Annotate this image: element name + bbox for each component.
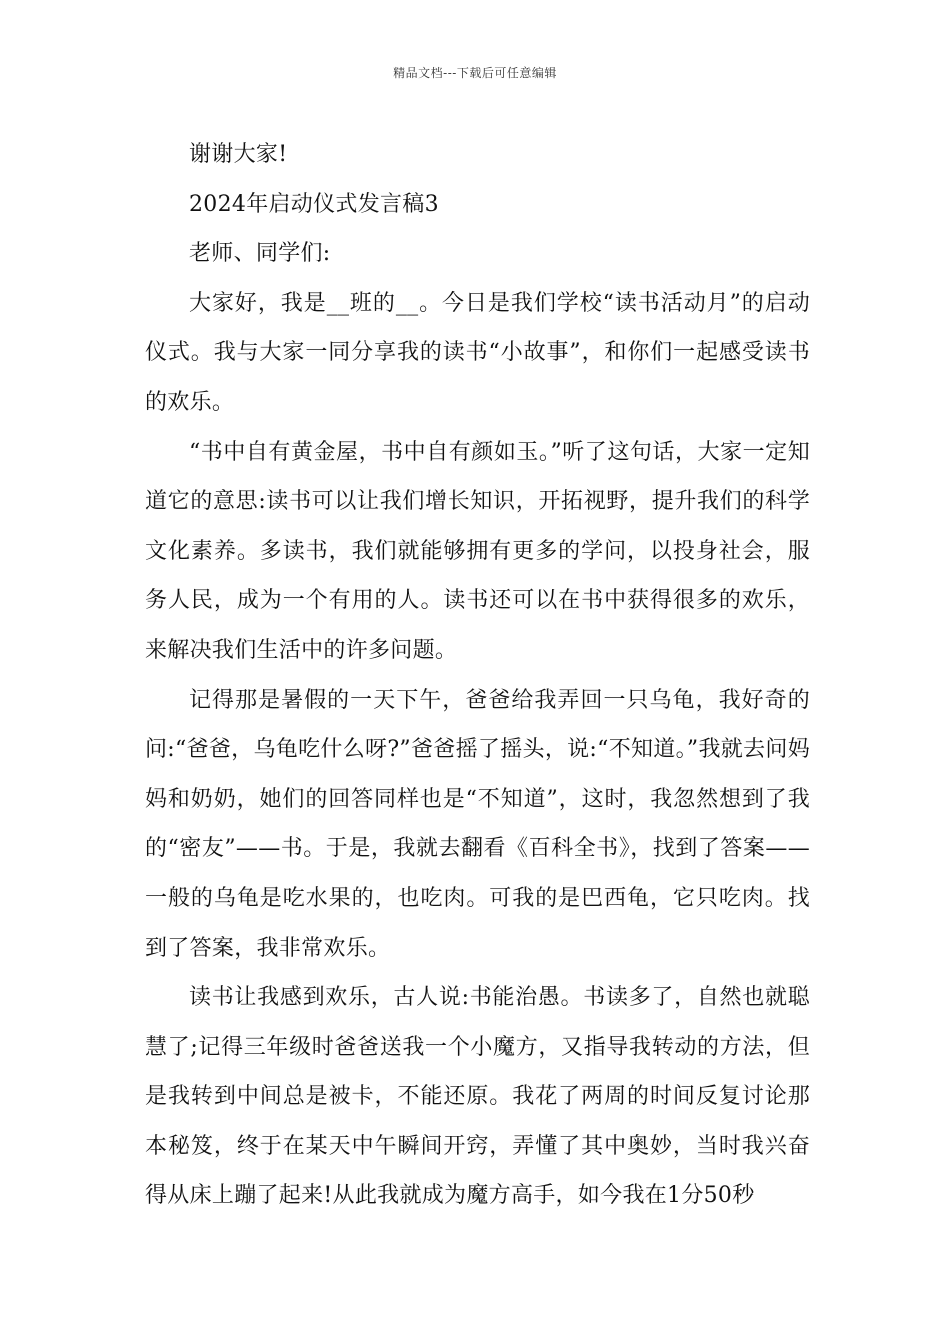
speech-title: 2024年启动仪式发言稿3	[189, 191, 439, 217]
paragraph-turtle-story: 记得那是暑假的一天下午，爸爸给我弄回一只乌龟，我好奇的问:“爸爸，乌龟吃什么呀?”爸爸摇了摇头，说:“不知道。”我就去问妈妈和奶奶，她们的回答同样也是“不知道”，这时，我忽然想到了我的“密友”——书。于是，我就去翻看《百科全书》，找到了答案——一般的乌龟是吃水果的，也吃肉。可我的是巴西龟，它只吃肉。找到了答案，我非常欢乐。	[145, 687, 810, 961]
page-header: 精品文档---下载后可任意编辑	[393, 66, 557, 80]
paragraph-rubiks-cube: 读书让我感到欢乐，古人说:书能治愚。书读多了，自然也就聪慧了;记得三年级时爸爸送我一个小魔方，又指导我转动的方法，但是我转到中间总是被卡，不能还原。我花了两周的时间反复讨论那本秘笈，终于在某天中午瞬间开窍，弄懂了其中奥妙，当时我兴奋得从床上蹦了起来!从此我就成为魔方高手，如今我在1分50秒	[145, 985, 810, 1209]
document-body	[145, 130, 810, 1221]
salutation: 老师、同学们:	[189, 241, 331, 267]
closing-thanks: 谢谢大家!	[189, 142, 288, 167]
paragraph-intro: 大家好，我是__班的__。今日是我们学校“读书活动月”的启动仪式。我与大家一同分享我的读书“小故事”，和你们一起感受读书的欢乐。	[145, 290, 810, 415]
paragraph-benefits: “书中自有黄金屋，书中自有颜如玉。”听了这句话，大家一定知道它的意思:读书可以让我们增长知识，开拓视野，提升我们的科学文化素养。多读书，我们就能够拥有更多的学问，以投身社会，服务人民，成为一个有用的人。读书还可以在书中获得很多的欢乐，来解决我们生活中的许多问题。	[145, 439, 810, 663]
